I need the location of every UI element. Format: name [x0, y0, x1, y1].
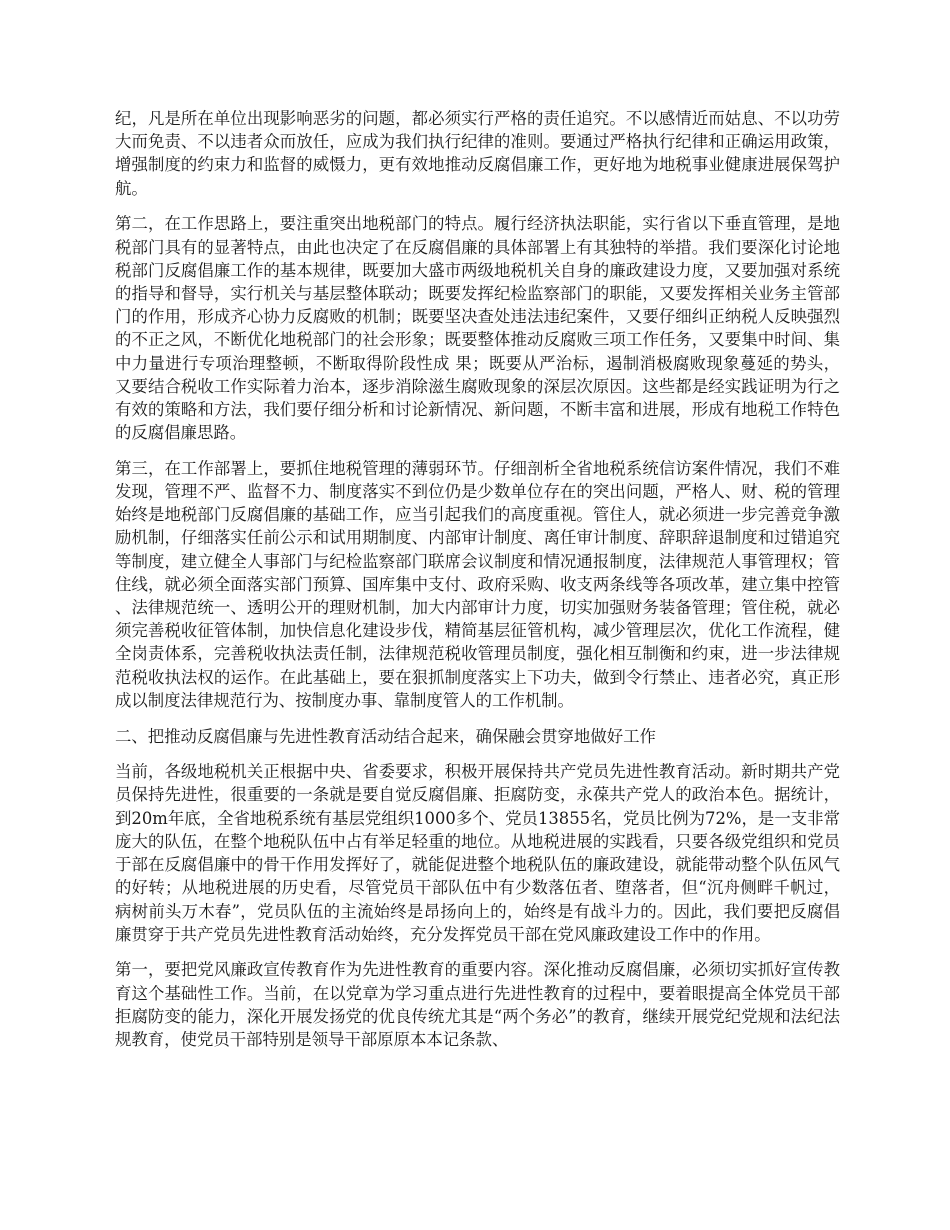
paragraph-3: 第三，在工作部署上，要抓住地税管理的薄弱环节。仔细剖析全省地税系统信访案件情况，我们不难发现，管理不严、监督不力、制度落实不到位仍是少数单位存在的突出问题，严格人、财、税的管理始终是地税部门反腐倡廉的基础工作，应当引起我们的高度重视。管住人，就必须进一步完善竞争激励机制，仔细落实任前公示和试用期制度、内部审计制度、离任审计制度、辞职辞退制度和过错追究等制度，建立健全人事部门与纪检监察部门联席会议制度和情况通报制度，法律规范人事管理权；管住线，就必须全面落实部门预算、国库集中支付、政府采购、收支两条线等各项改革，建立集中控管、法律规范统一、透明公开的理财机制，加大内部审计力度，切实加强财务装备管理；管住税，就必须完善税收征管体制，加快信息化建设步伐，精简基层征管机构，减少管理层次，优化工作流程，健全岗责体系，完善税收执法责任制，法律规范税收管理员制度，强化相互制衡和约束，进一步法律规范税收执法权的运作。在此基础上，要在狠抓制度落实上下功夫，做到令行禁止、违者必究，真正形成以制度法律规范行为、按制度办事、靠制度管人的工作机制。 — [115, 458, 840, 710]
paragraph-5: 第一，要把党风廉政宣传教育作为先进性教育的重要内容。深化推动反腐倡廉，必须切实抓好宣传教育这个基础性工作。当前，在以党章为学习重点进行先进性教育的过程中，要着眼提高全体党员干部拒腐防变的能力，深化开展发扬党的优良传统尤其是“两个务必”的教育，继续开展党纪党规和法纪法规教育，使党员干部特别是领导干部原原本本记条款、 — [115, 960, 840, 1050]
paragraph-1: 纪，凡是所在单位出现影响恶劣的问题，都必须实行严格的责任追究。不以感情近而姑息、不以功劳大而免责、不以违者众而放任，应成为我们执行纪律的准则。要通过严格执行纪律和正确运用政策，增强制度的约束力和监督的威慑力，更有效地推动反腐倡廉工作，更好地为地税事业健康进展保驾护航。 — [115, 109, 840, 198]
document-body — [115, 107, 840, 1064]
paragraph-2: 第二，在工作思路上，要注重突出地税部门的特点。履行经济执法职能，实行省以下垂直管理，是地税部门具有的显著特点，由此也决定了在反腐倡廉的具体部署上有其独特的举措。我们要深化讨论地税部门反腐倡廉工作的基本规律，既要加大盛市两级地税机关自身的廉政建设力度，又要加强对系统的指导和督导，实行机关与基层整体联动；既要发挥纪检监察部门的职能，又要发挥相关业务主管部门的作用，形成齐心协力反腐败的机制；既要坚决查处违法违纪案件，又要仔细纠正纳税人反映强烈的不正之风，不断优化地税部门的社会形象；既要整体推动反腐败三项工作任务，又要集中时间、集中力量进行专项治理整顿，不断取得阶段性成 果；既要从严治标，遏制消极腐败现象蔓延的势头，又要结合税收工作实际着力治本，逐步消除滋生腐败现象的深层次原因。这些都是经实践证明为行之有效的策略和方法，我们要仔细分析和讨论新情况、新问题，不断丰富和进展，形成有地税工作特色的反腐倡廉思路。 — [115, 214, 840, 443]
section-heading: 二、把推动反腐倡廉与先进性教育活动结合起来，确保融会贯穿地做好工作 — [115, 726, 656, 746]
paragraph-4: 当前，各级地税机关正根据中央、省委要求，积极开展保持共产党员先进性教育活动。新时期共产党员保持先进性，很重要的一条就是要自觉反腐倡廉、拒腐防变，永葆共产党人的政治本色。据统计，到20m年底，全省地税系统有基层党组织1000多个、党员13855名，党员比例为72%，是一支非常庞大的队伍，在整个地税队伍中占有举足轻重的地位。从地税进展的实践看，只要各级党组织和党员于部在反腐倡廉中的骨干作用发挥好了，就能促进整个地税队伍的廉政建设，就能带动整个队伍风气的好转；从地税进展的历史看，尽管党员干部队伍中有少数落伍者、堕落者，但“沉舟侧畔千帆过，病树前头万木春”，党员队伍的主流始终是昂扬向上的，始终是有战斗力的。因此，我们要把反腐倡廉贯穿于共产党员先进性教育活动始终，充分发挥党员干部在党风廉政建设工作中的作用。 — [115, 762, 840, 944]
